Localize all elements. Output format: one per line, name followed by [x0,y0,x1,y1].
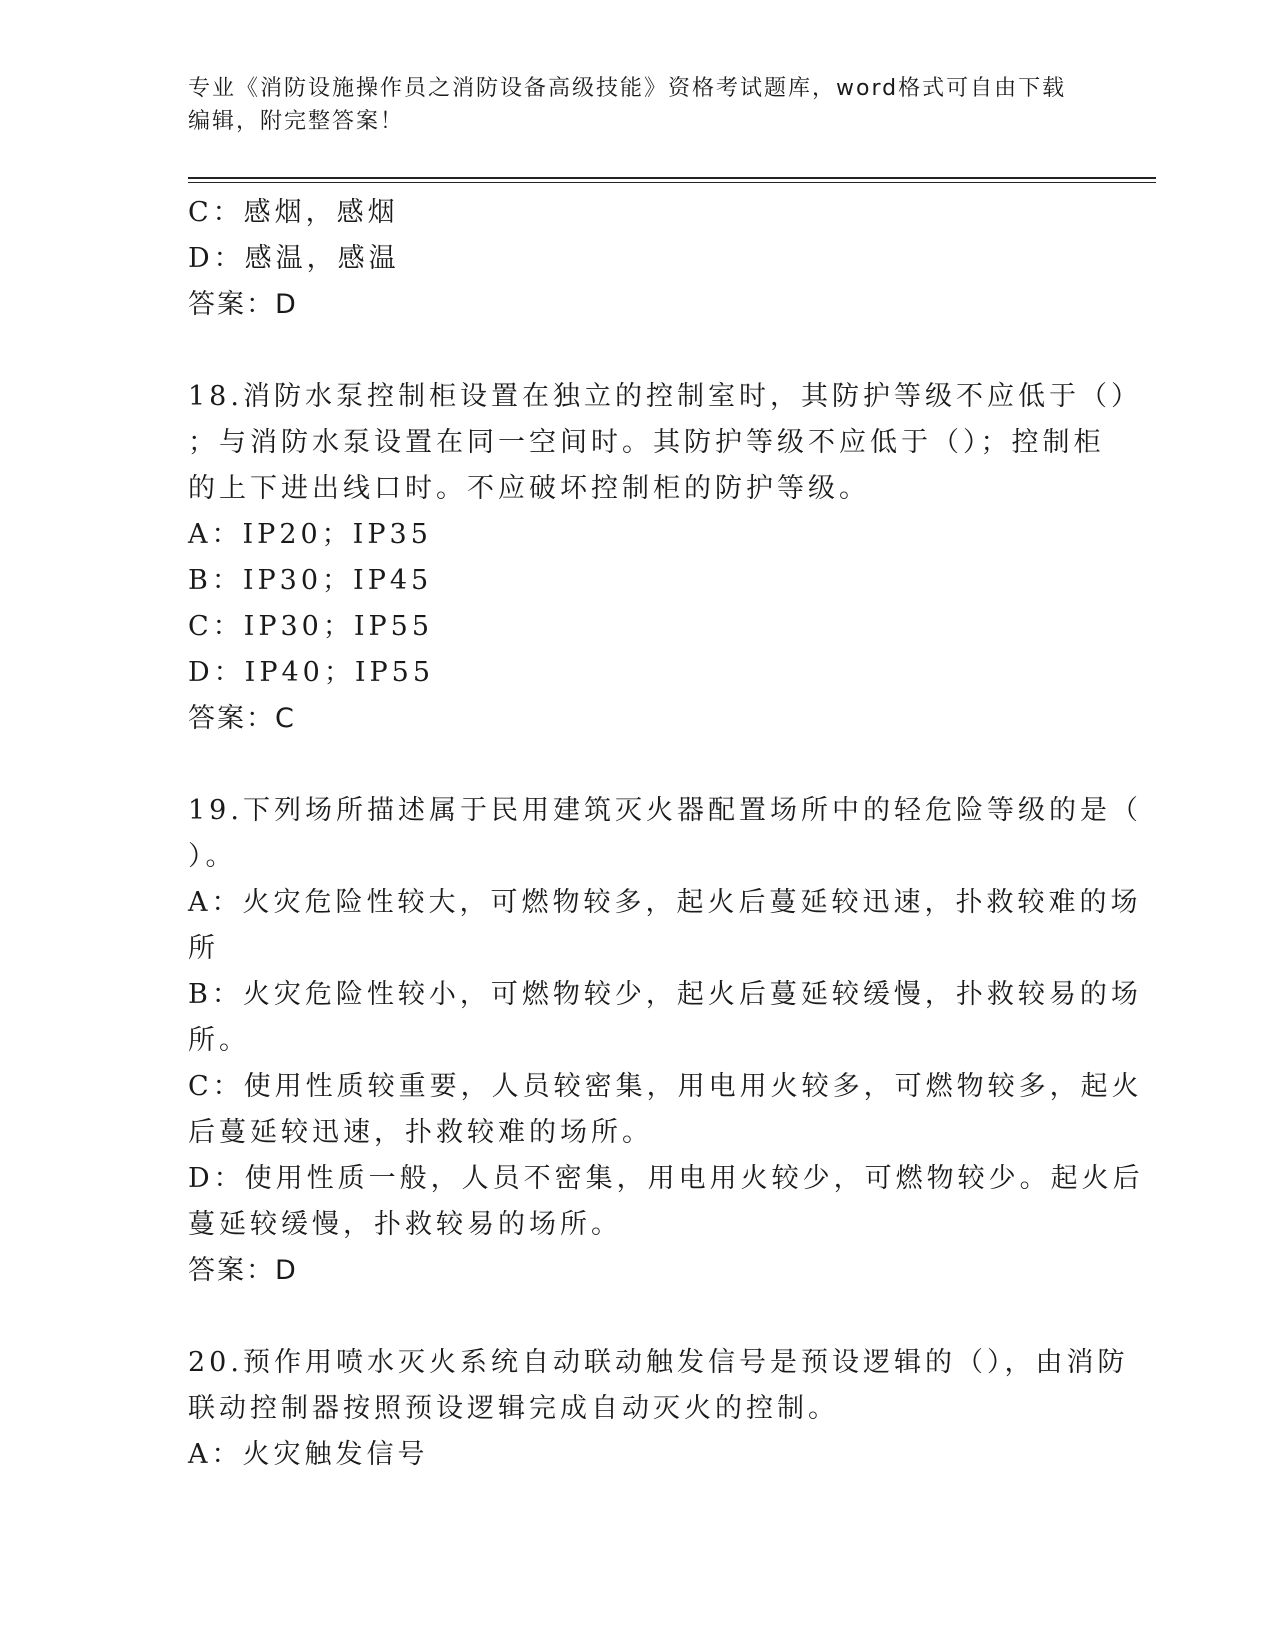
header-divider-thin [188,182,1156,183]
spacer [188,742,1088,788]
question-19-option-a: 所 [188,933,219,964]
question-20-stem: 联动控制器按照预设逻辑完成自动灭火的控制。 [188,1393,839,1424]
question-18-option-a: A：IP20；IP35 [188,519,432,550]
option-d: D：感温，感温 [188,243,400,274]
question-19-stem: 19.下列场所描述属于民用建筑灭火器配置场所中的轻危险等级的是（ [188,795,1142,826]
header-divider-thick [188,177,1156,179]
question-19-option-c: 后蔓延较迅速，扑救较难的场所。 [188,1117,653,1148]
question-18-stem: 的上下进出线口时。不应破坏控制柜的防护等级。 [188,473,870,504]
document-header: 专业《消防设施操作员之消防设备高级技能》资格考试题库，word格式可自由下载编辑，附完整答案！ [188,76,1067,134]
question-18-option-d: D：IP40；IP55 [188,657,435,688]
question-20-option-a: A：火灾触发信号 [188,1439,429,1470]
question-19-stem: ）。 [188,841,237,872]
question-19-option-d: D：使用性质一般，人员不密集，用电用火较少，可燃物较少。起火后 [188,1163,1144,1194]
question-20-stem: 20.预作用喷水灭火系统自动联动触发信号是预设逻辑的（），由消防 [188,1347,1129,1378]
spacer [188,1294,1088,1340]
question-18-stem: ；与消防水泵设置在同一空间时。其防护等级不应低于（）；控制柜 [188,427,1105,458]
spacer [188,328,1088,374]
question-19-option-b: 所。 [188,1025,250,1056]
question-18-option-c: C：IP30；IP55 [188,611,434,642]
question-19-option-c: C：使用性质较重要，人员较密集，用电用火较多，可燃物较多，起火 [188,1071,1143,1102]
question-18-answer: 答案：C [188,703,296,734]
question-content [188,190,1144,1478]
question-18-stem: 18.消防水泵控制柜设置在独立的控制室时，其防护等级不应低于（） [188,381,1142,412]
question-19-option-b: B：火灾危险性较小，可燃物较少，起火后蔓延较缓慢，扑救较易的场 [188,979,1142,1010]
question-19-option-a: A：火灾危险性较大，可燃物较多，起火后蔓延较迅速，扑救较难的场 [188,887,1142,918]
option-c: C：感烟，感烟 [188,197,399,228]
question-19-option-d: 蔓延较缓慢，扑救较易的场所。 [188,1209,622,1240]
question-19-answer: 答案：D [188,1255,298,1286]
answer-line: 答案：D [188,289,298,320]
question-18-option-b: B：IP30；IP45 [188,565,433,596]
